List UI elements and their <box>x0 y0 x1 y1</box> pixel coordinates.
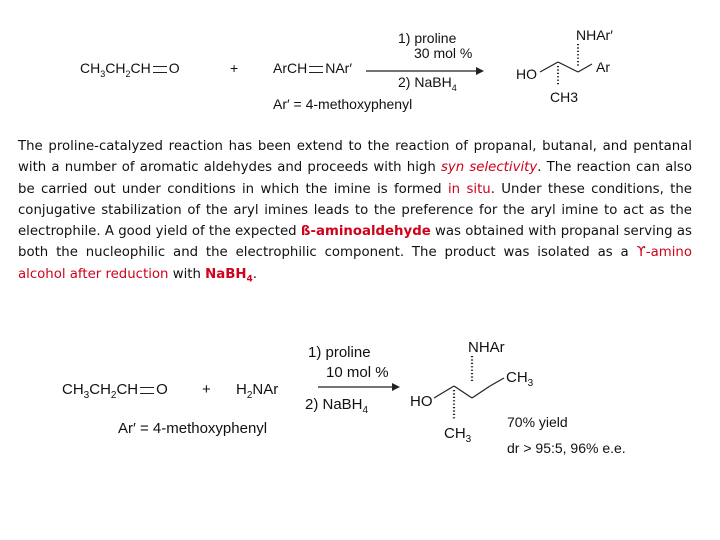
product-ch3-right-label: $CH_3$ <box>506 369 534 389</box>
gamma-amino-alcohol-highlight: ϒ-amino alcohol after reduction <box>18 245 692 282</box>
reactant-propanal-formula: $CH_3CH_2CH$ <box>80 60 151 79</box>
aryl-definition: Ar′ = 4-methoxyphenyl <box>273 96 413 112</box>
reactant-imine: ArCH NAr′ <box>273 60 352 76</box>
condition-proline-2: 1) proline <box>308 344 371 361</box>
product-structure-1 <box>512 22 642 104</box>
product-ch3-label: CH3 <box>550 89 579 105</box>
reactant-propanal: $CH_3CH_2CH$ O <box>80 60 180 79</box>
reactant-propanal-2: $CH_3CH_2CH$ O <box>62 381 168 401</box>
product-ho-label: HO <box>516 66 537 82</box>
product-nhar-label: NHAr′ <box>576 27 613 43</box>
condition-reduction: 2) NaBH$_4$ <box>398 74 457 93</box>
plus-sign: + <box>230 60 239 76</box>
plus-sign-2: + <box>202 381 211 398</box>
in-situ-highlight: in situ <box>447 181 491 197</box>
selectivity-label: dr > 95:5, 96% e.e. <box>507 440 626 456</box>
product-ho-label-2: HO <box>410 393 433 410</box>
aryl-definition-2: Ar′ = 4-methoxyphenyl <box>118 420 268 437</box>
product-ar-label: Ar <box>596 59 610 75</box>
reaction-arrow-2 <box>318 382 402 392</box>
yield-label: 70% yield <box>507 414 568 430</box>
condition-reduction-2: 2) NaBH$_4$ <box>305 396 369 416</box>
condition-loading-2: 10 mol % <box>326 364 389 381</box>
condition-loading: 30 mol % <box>414 45 473 61</box>
body-paragraph: The proline-catalyzed reaction has been extend to the reaction of propanal, butanal, and pentanal with a number of aromatic aldehydes and proceeds with high syn selectivity. The reaction can also be carried out under conditions in which the imine is formed in situ. Under these conditions, the conjugative stabilization of the aryl imines leads to the preference for the aryl imine to act as the electrophile. A good yield of the expected ß-aminoaldehyde was obtained with propanal serving as both the nucleophilic and the electrophilic component. The product was isolated as a ϒ-amino alcohol after reduction with NaBH$_4$. <box>18 139 692 285</box>
product-nhar-label-2: NHAr <box>468 339 505 356</box>
reactant-propanal-2-formula: $CH_3CH_2CH$ <box>62 381 139 401</box>
product-ch3-bottom-label: $CH_3$ <box>444 425 472 445</box>
nabh4-highlight: NaBH$_4$ <box>205 266 253 285</box>
condition-proline: 1) proline <box>398 30 457 46</box>
reactant-amine: $H_2NAr$ <box>236 381 279 401</box>
beta-aminoaldehyde-highlight: ß-aminoaldehyde <box>300 224 431 240</box>
syn-selectivity-highlight: syn selectivity <box>440 160 538 176</box>
